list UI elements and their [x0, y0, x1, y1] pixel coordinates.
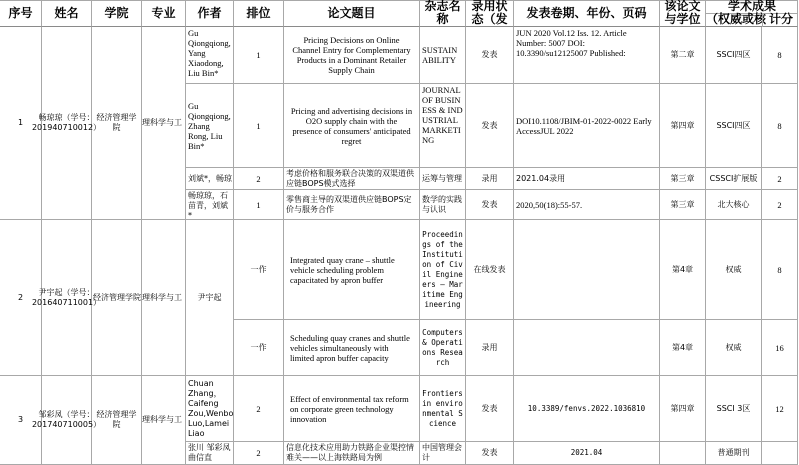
paper-rank: 2 — [234, 442, 284, 465]
paper-chapter: 第4章 — [660, 220, 706, 320]
paper-chapter: 第四章 — [660, 376, 706, 442]
header-chapter: 该论文与学位 — [660, 0, 706, 27]
paper-level: CSSCI扩展版 — [706, 168, 762, 190]
paper-row — [0, 220, 798, 320]
student-name: 畅琼琼（学号：201940710012） — [42, 27, 92, 220]
header-authors: 作者 — [186, 0, 234, 27]
paper-title: Integrated quay crane – shuttle vehicle scheduling problem capacitated by apron buffer — [284, 220, 420, 320]
paper-row — [0, 442, 798, 465]
paper-authors: Gu Qiongqiong, Zhang Rong, Liu Bin* — [186, 84, 234, 168]
paper-pub: 2020,50(18):55-57. — [514, 190, 660, 220]
paper-level: 权威 — [706, 220, 762, 320]
paper-pub: 10.3389/fenvs.2022.1036810 — [514, 376, 660, 442]
paper-authors: Chuan Zhang，Caifeng Zou,Wenbo Luo,Lamei Liao — [186, 376, 234, 442]
paper-pub: 2021.04 — [514, 442, 660, 465]
paper-chapter — [660, 442, 706, 465]
header-status: 录用状态（发 — [466, 0, 514, 27]
paper-journal: SUSTAINABILITY — [420, 27, 466, 84]
paper-journal: 运筹与管理 — [420, 168, 466, 190]
header-achievement-title: 学术成果 — [706, 0, 798, 14]
paper-status: 发表 — [466, 190, 514, 220]
student-college: 经济管理学院 — [92, 27, 142, 220]
paper-title: Scheduling quay cranes and shuttle vehicles simultaneously with limited apron buffer capacity — [284, 320, 420, 376]
student-name: 尹宇起（学号：201640711001） — [42, 220, 92, 376]
paper-authors: 刘斌*，畅琼 — [186, 168, 234, 190]
paper-authors: Gu Qiongqiong, Yang Xiaodong, Liu Bin* — [186, 27, 234, 84]
student-major: 理科学与工 — [142, 220, 186, 376]
paper-pub — [514, 320, 660, 376]
student-college: 经济管理学院 — [92, 220, 142, 376]
paper-pub: JUN 2020 Vol.12 Iss. 12. Article Number: 5007 DOI: 10.3390/su12125007 Published: — [514, 27, 660, 84]
paper-authors: 张川 邹彩凤 曲信直 — [186, 442, 234, 465]
header-name: 姓名 — [42, 0, 92, 27]
header-achievement — [706, 0, 798, 27]
header-no: 序号 — [0, 0, 42, 27]
paper-level: SSCI 3区 — [706, 376, 762, 442]
paper-status: 发表 — [466, 84, 514, 168]
paper-level: SSCI四区 — [706, 27, 762, 84]
paper-pub — [514, 220, 660, 320]
paper-level: 权威 — [706, 320, 762, 376]
paper-journal: Frontiers in environmental Science — [420, 376, 466, 442]
paper-row — [0, 168, 798, 190]
paper-rank: 1 — [234, 190, 284, 220]
paper-score: 12 — [762, 376, 798, 442]
paper-rank: 1 — [234, 84, 284, 168]
header-journal: 杂志名称 — [420, 0, 466, 27]
paper-level: SSCI四区 — [706, 84, 762, 168]
paper-chapter: 第三章 — [660, 168, 706, 190]
student-major: 理科学与工 — [142, 376, 186, 465]
student-name: 邹彩凤（学号：201740710005） — [42, 376, 92, 465]
paper-score — [762, 442, 798, 465]
student-no: 1 — [0, 27, 42, 220]
paper-chapter: 第二章 — [660, 27, 706, 84]
paper-title: Pricing and advertising decisions in O2O supply chain with the presence of consumers' anticipated regret — [284, 84, 420, 168]
paper-rank: 一作 — [234, 320, 284, 376]
student-no: 3 — [0, 376, 42, 465]
paper-score: 16 — [762, 320, 798, 376]
paper-row — [0, 27, 798, 84]
header-title: 论文题目 — [284, 0, 420, 27]
student-major: 理科学与工 — [142, 27, 186, 220]
header-score: 计分 — [762, 13, 799, 27]
paper-chapter: 第4章 — [660, 320, 706, 376]
paper-title: 信息化技术应用助力铁路企业渠控情难关——以上海铁路局为例 — [284, 442, 420, 465]
paper-pub: DOI10.1108/JBIM-01-2022-0022 Early AccessJUL 2022 — [514, 84, 660, 168]
header-level: （权威或核 — [706, 12, 767, 26]
paper-title: 考虑价格和服务联合决策的双渠道供应链BOPS模式选择 — [284, 168, 420, 190]
paper-rank: 2 — [234, 168, 284, 190]
paper-title: 零售商主导的双渠道供应链BOPS定价与服务合作 — [284, 190, 420, 220]
paper-pub: 2021.04录用 — [514, 168, 660, 190]
paper-score: 8 — [762, 220, 798, 320]
paper-status: 发表 — [466, 27, 514, 84]
paper-chapter: 第四章 — [660, 84, 706, 168]
paper-rank: 一作 — [234, 220, 284, 320]
paper-score: 8 — [762, 27, 798, 84]
header-college: 学院 — [92, 0, 142, 27]
paper-journal: Proceedings of the Institution of Civil Engineers – Maritime Engineering — [420, 220, 466, 320]
paper-title: Effect of environmental tax reform on corporate green technology innovation — [284, 376, 420, 442]
paper-status: 录用 — [466, 168, 514, 190]
paper-row — [0, 190, 798, 220]
paper-rank: 2 — [234, 376, 284, 442]
paper-authors: 畅琼琼，石苗青，刘斌* — [186, 190, 234, 220]
paper-level: 普通期刊 — [706, 442, 762, 465]
header-rank: 排位 — [234, 0, 284, 27]
paper-status: 录用 — [466, 320, 514, 376]
paper-status: 在线发表 — [466, 220, 514, 320]
paper-status: 发表 — [466, 376, 514, 442]
student-college: 经济管理学院 — [92, 376, 142, 465]
paper-score: 8 — [762, 84, 798, 168]
paper-journal: 中国管理会计 — [420, 442, 466, 465]
header-pub: 发表卷期、年份、页码 — [514, 0, 660, 27]
paper-score: 2 — [762, 190, 798, 220]
paper-journal: JOURNAL OF BUSINESS & INDUSTRIAL MARKETING — [420, 84, 466, 168]
paper-rank: 1 — [234, 27, 284, 84]
paper-level: 北大核心 — [706, 190, 762, 220]
paper-row — [0, 320, 798, 376]
paper-score: 2 — [762, 168, 798, 190]
header-row — [0, 0, 798, 27]
paper-title: Pricing Decisions on Online Channel Entry for Complementary Products in a Dominant Retailer Supply Chain — [284, 27, 420, 84]
paper-row — [0, 84, 798, 168]
student-no: 2 — [0, 220, 42, 376]
paper-journal: Computers & Operations Research — [420, 320, 466, 376]
paper-status: 发表 — [466, 442, 514, 465]
paper-authors: 尹宇起 — [186, 220, 234, 376]
header-major: 专业 — [142, 0, 186, 27]
paper-journal: 数学的实践与认识 — [420, 190, 466, 220]
paper-row — [0, 376, 798, 442]
paper-chapter: 第三章 — [660, 190, 706, 220]
